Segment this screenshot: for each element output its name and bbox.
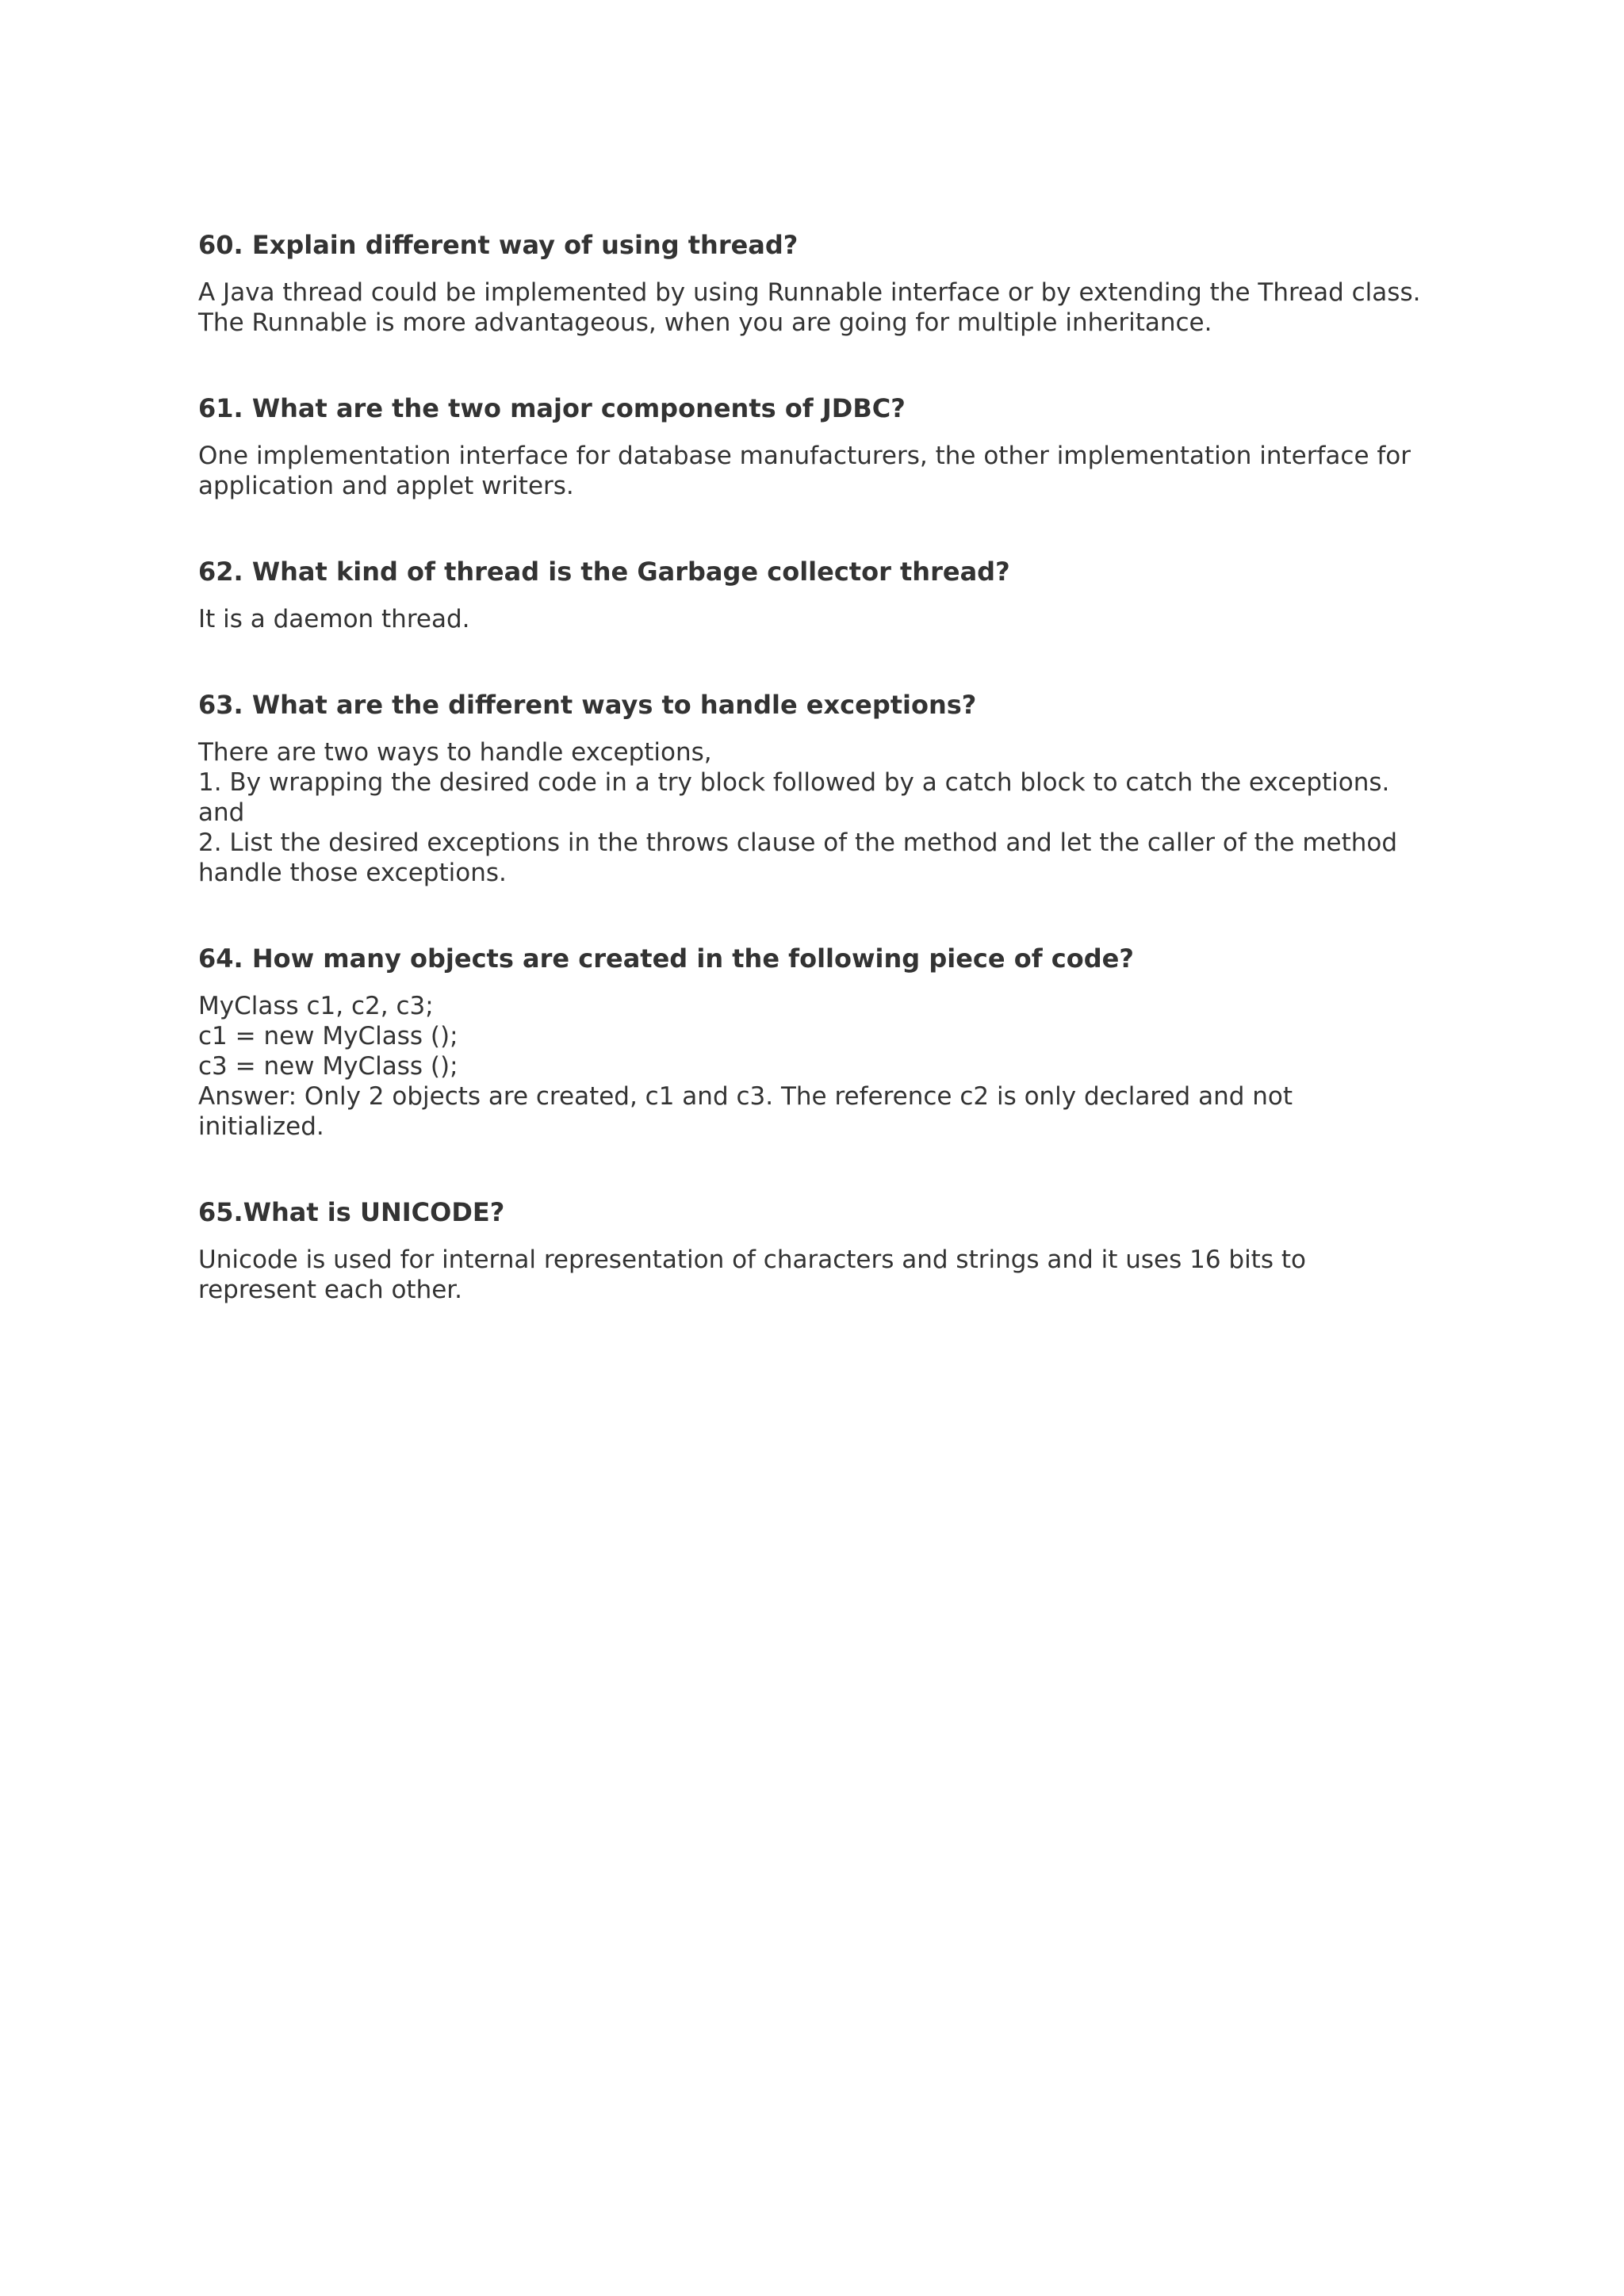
answer-line: handle those exceptions. (198, 859, 507, 887)
answer-line: Unicode is used for internal representation of characters and strings and it uses 16 bits to (198, 1246, 1306, 1274)
answer-line: 2. List the desired exceptions in the throws clause of the method and let the caller of the method (198, 828, 1398, 857)
answer-line: application and applet writers. (198, 472, 574, 500)
question-heading: 63. What are the different ways to handle exceptions? (198, 690, 977, 720)
answer-line: Answer: Only 2 objects are created, c1 and c3. The reference c2 is only declared and not (198, 1082, 1293, 1111)
answer-line: There are two ways to handle exceptions, (198, 738, 712, 767)
question-heading: 62. What kind of thread is the Garbage collector thread? (198, 557, 1010, 587)
answer-line: 1. By wrapping the desired code in a try block followed by a catch block to catch the exceptions. (198, 768, 1390, 797)
answer-line: A Java thread could be implemented by using Runnable interface or by extending the Thread class. (198, 278, 1421, 307)
qa-item-64 (198, 943, 1443, 1142)
qa-item-61 (198, 393, 1443, 501)
answer-line: represent each other. (198, 1276, 463, 1304)
qa-item-62 (198, 557, 1443, 634)
answer-line: The Runnable is more advantageous, when you are going for multiple inheritance. (198, 308, 1212, 337)
answer-line: One implementation interface for database manufacturers, the other implementation interface for (198, 442, 1411, 470)
answer-line: and (198, 798, 245, 827)
answer-line: It is a daemon thread. (198, 605, 470, 633)
question-heading: 60. Explain different way of using thread? (198, 230, 799, 260)
question-heading: 64. How many objects are created in the following piece of code? (198, 943, 1134, 974)
answer-line: MyClass c1, c2, c3; (198, 992, 434, 1020)
qa-item-65 (198, 1197, 1443, 1305)
question-heading: 65.What is UNICODE? (198, 1197, 505, 1227)
qa-item-63 (198, 690, 1443, 888)
answer-line: c1 = new MyClass (); (198, 1022, 458, 1050)
question-heading: 61. What are the two major components of JDBC? (198, 393, 906, 423)
qa-item-60 (198, 230, 1443, 338)
answer-line: initialized. (198, 1112, 324, 1141)
document-page (198, 230, 1443, 1360)
answer-line: c3 = new MyClass (); (198, 1052, 458, 1081)
